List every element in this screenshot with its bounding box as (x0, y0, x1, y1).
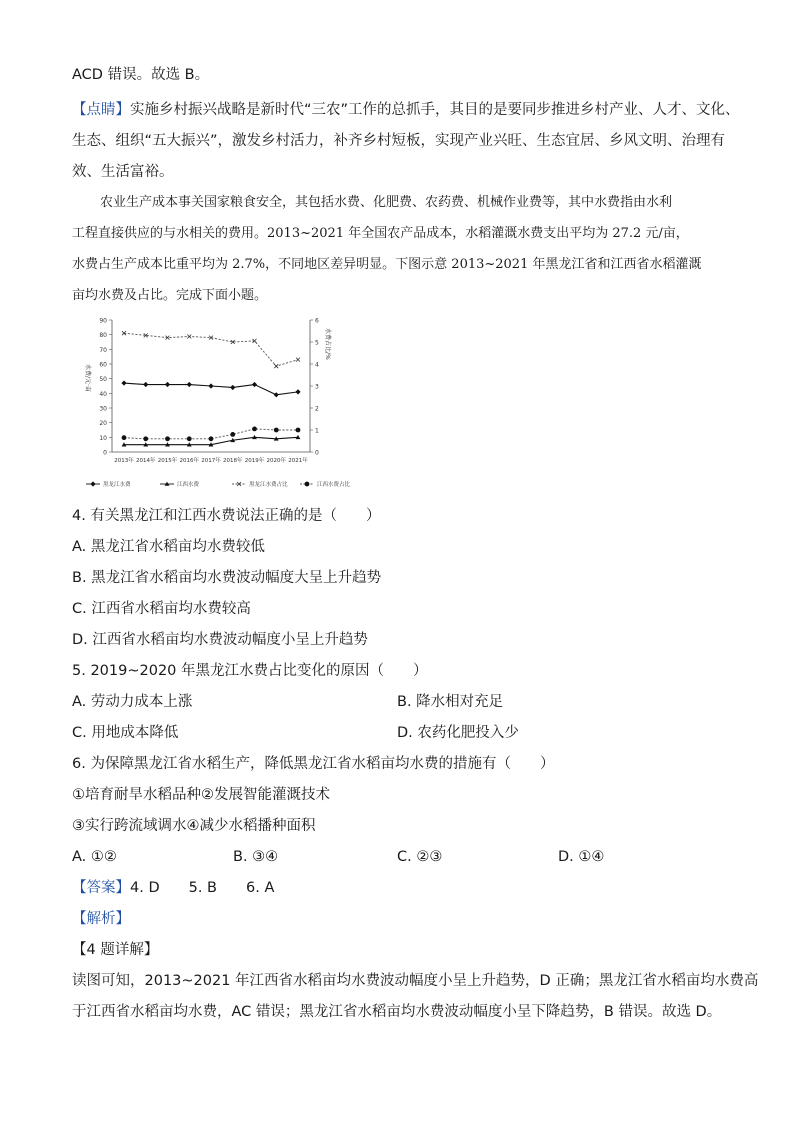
q6-statements-1: ①培育耐旱水稻品种②发展智能灌溉技术 (72, 787, 330, 803)
chart-axes (84, 318, 332, 465)
series-2 (122, 331, 300, 368)
answer-close-bracket: 】 (115, 880, 130, 896)
left-tick-label: 40 (99, 390, 107, 398)
point-marker (274, 428, 279, 433)
point-marker (122, 435, 127, 440)
answer-label: 答案 (86, 880, 116, 896)
comment-line-3: 效、生活富裕。 (72, 164, 174, 180)
comment-close-bracket: 】 (115, 102, 130, 118)
point-marker (121, 380, 126, 385)
q4-option-c: C. 江西省水稻亩均水费较高 (72, 601, 251, 617)
left-tick-label: 0 (103, 449, 107, 457)
legend-item-3 (300, 480, 351, 488)
left-axis-label: 水费/元·亩 (84, 364, 91, 392)
q4-option-d: D. 江西省水稻亩均水费波动幅度小呈上升趋势 (72, 632, 368, 648)
detail-heading: 【4 题详解】 (72, 942, 159, 958)
point-marker (209, 436, 214, 441)
chart-legend (86, 480, 351, 488)
point-marker (295, 389, 300, 394)
comment-line-1 (72, 100, 740, 120)
chart-series (121, 331, 300, 446)
left-tick-label: 80 (99, 332, 107, 340)
point-marker (230, 432, 235, 437)
legend-label: 江西水费 (177, 482, 200, 488)
analysis-label: 解析 (86, 911, 116, 927)
q5-option-a: A. 劳动力成本上涨 (72, 694, 193, 710)
left-tick-label: 70 (99, 346, 107, 354)
analysis-close-bracket: 】 (115, 911, 130, 927)
detail-line-2: 于江西省水稻亩均水费，AC 错误；黑龙江省水稻亩均水费波动幅度小呈下降趋势，B 错误。故选 D。 (72, 1004, 722, 1020)
legend-item-2 (232, 480, 288, 488)
water-fee-chart (72, 312, 362, 497)
q6-option-d: D. ①④ (558, 849, 605, 865)
passage-line-3: 水费占生产成本比重平均为 2.7%，不同地区差异明显。下图示意 2013~2021 年黑龙江省和江西省水稻灌溉 (72, 257, 702, 272)
point-marker (143, 436, 148, 441)
analysis-heading (72, 909, 130, 929)
x-tick-label: 2019年 (244, 458, 265, 464)
x-tick-label: 2016年 (179, 458, 199, 464)
x-tick-label: 2020年 (266, 458, 286, 464)
legend-item-0 (86, 480, 131, 488)
q6-option-c: C. ②③ (397, 849, 443, 865)
comment-open-bracket: 【 (72, 102, 87, 118)
legend-item-1 (160, 480, 200, 488)
right-tick-label: 4 (315, 361, 319, 369)
left-tick-label: 90 (99, 317, 107, 325)
point-marker (187, 436, 192, 441)
point-marker (305, 482, 310, 487)
left-tick-label: 60 (99, 361, 107, 369)
answer-text: 4. D 5. B 6. A (130, 880, 275, 896)
point-marker (252, 427, 257, 432)
x-tick-label: 2017年 (201, 458, 221, 464)
passage-line-2: 工程直接供应的与水相关的费用。2013~2021 年全国农产品成本，水稻灌溉水费支出平均为 27.2 元/亩， (72, 226, 689, 241)
prev-answer-tail: ACD 错误。故选 B。 (72, 67, 210, 83)
right-tick-label: 1 (315, 427, 319, 435)
q6-option-b: B. ③④ (233, 849, 279, 865)
x-tick-label: 2015年 (157, 458, 178, 464)
x-tick-label: 2013年 (114, 458, 134, 464)
right-axis-label: 水费占比/% (324, 328, 331, 360)
left-tick-label: 20 (99, 420, 107, 428)
q4-stem: 4. 有关黑龙江和江西水费说法正确的是（ ） (72, 508, 381, 524)
q5-option-c: C. 用地成本降低 (72, 725, 179, 741)
q4-option-b: B. 黑龙江省水稻亩均水费波动幅度大呈上升趋势 (72, 570, 382, 586)
point-marker (165, 436, 170, 441)
point-marker (165, 382, 170, 387)
x-tick-label: 2018年 (223, 458, 243, 464)
point-marker (187, 382, 192, 387)
q6-option-a: A. ①② (72, 849, 117, 865)
x-tick-label: 2021年 (288, 458, 308, 464)
q4-option-a: A. 黑龙江省水稻亩均水费较低 (72, 539, 265, 555)
q5-stem: 5. 2019~2020 年黑龙江水费占比变化的原因（ ） (72, 663, 428, 679)
right-tick-label: 3 (315, 383, 319, 391)
left-tick-label: 50 (99, 376, 107, 384)
answer-line (72, 878, 274, 898)
series-0 (121, 380, 300, 397)
legend-label: 黑龙江水费占比 (249, 482, 288, 488)
right-tick-label: 5 (315, 339, 319, 347)
left-tick-label: 30 (99, 405, 107, 413)
legend-label: 黑龙江水费 (103, 482, 131, 488)
q6-statements-2: ③实行跨流域调水④减少水稻播种面积 (72, 818, 316, 834)
point-marker (230, 385, 235, 390)
point-marker (252, 382, 257, 387)
comment-label: 点睛 (86, 102, 116, 118)
answer-open-bracket: 【 (72, 880, 87, 896)
right-tick-label: 0 (315, 449, 319, 457)
legend-label: 江西水费占比 (317, 482, 351, 488)
point-marker (90, 481, 95, 486)
point-marker (143, 382, 148, 387)
x-tick-label: 2014年 (136, 458, 156, 464)
left-tick-label: 10 (99, 434, 107, 442)
point-marker (296, 428, 301, 433)
point-marker (274, 392, 279, 397)
passage-line-4: 亩均水费及占比。完成下面小题。 (72, 288, 268, 303)
comment-text-1: 实施乡村振兴战略是新时代“三农”工作的总抓手，其目的是要同步推进乡村产业、人才、文化、 (130, 102, 740, 118)
right-tick-label: 6 (315, 317, 319, 325)
detail-line-1: 读图可知，2013~2021 年江西省水稻亩均水费波动幅度小呈上升趋势，D 正确；黑龙江省水稻亩均水费高 (72, 973, 759, 989)
analysis-open-bracket: 【 (72, 911, 87, 927)
passage-line-1: 农业生产成本事关国家粮食安全，其包括水费、化肥费、农药费、机械作业费等，其中水费指由水利 (100, 195, 673, 210)
comment-line-2: 生态、组织“五大振兴”，激发乡村活力，补齐乡村短板，实现产业兴旺、生态宜居、乡风文明、治理有 (72, 133, 726, 149)
right-tick-label: 2 (315, 405, 319, 413)
q5-option-d: D. 农药化肥投入少 (397, 725, 519, 741)
point-marker (208, 383, 213, 388)
q5-option-b: B. 降水相对充足 (397, 694, 504, 710)
q6-stem: 6. 为保障黑龙江省水稻生产，降低黑龙江省水稻亩均水费的措施有（ ） (72, 756, 555, 772)
